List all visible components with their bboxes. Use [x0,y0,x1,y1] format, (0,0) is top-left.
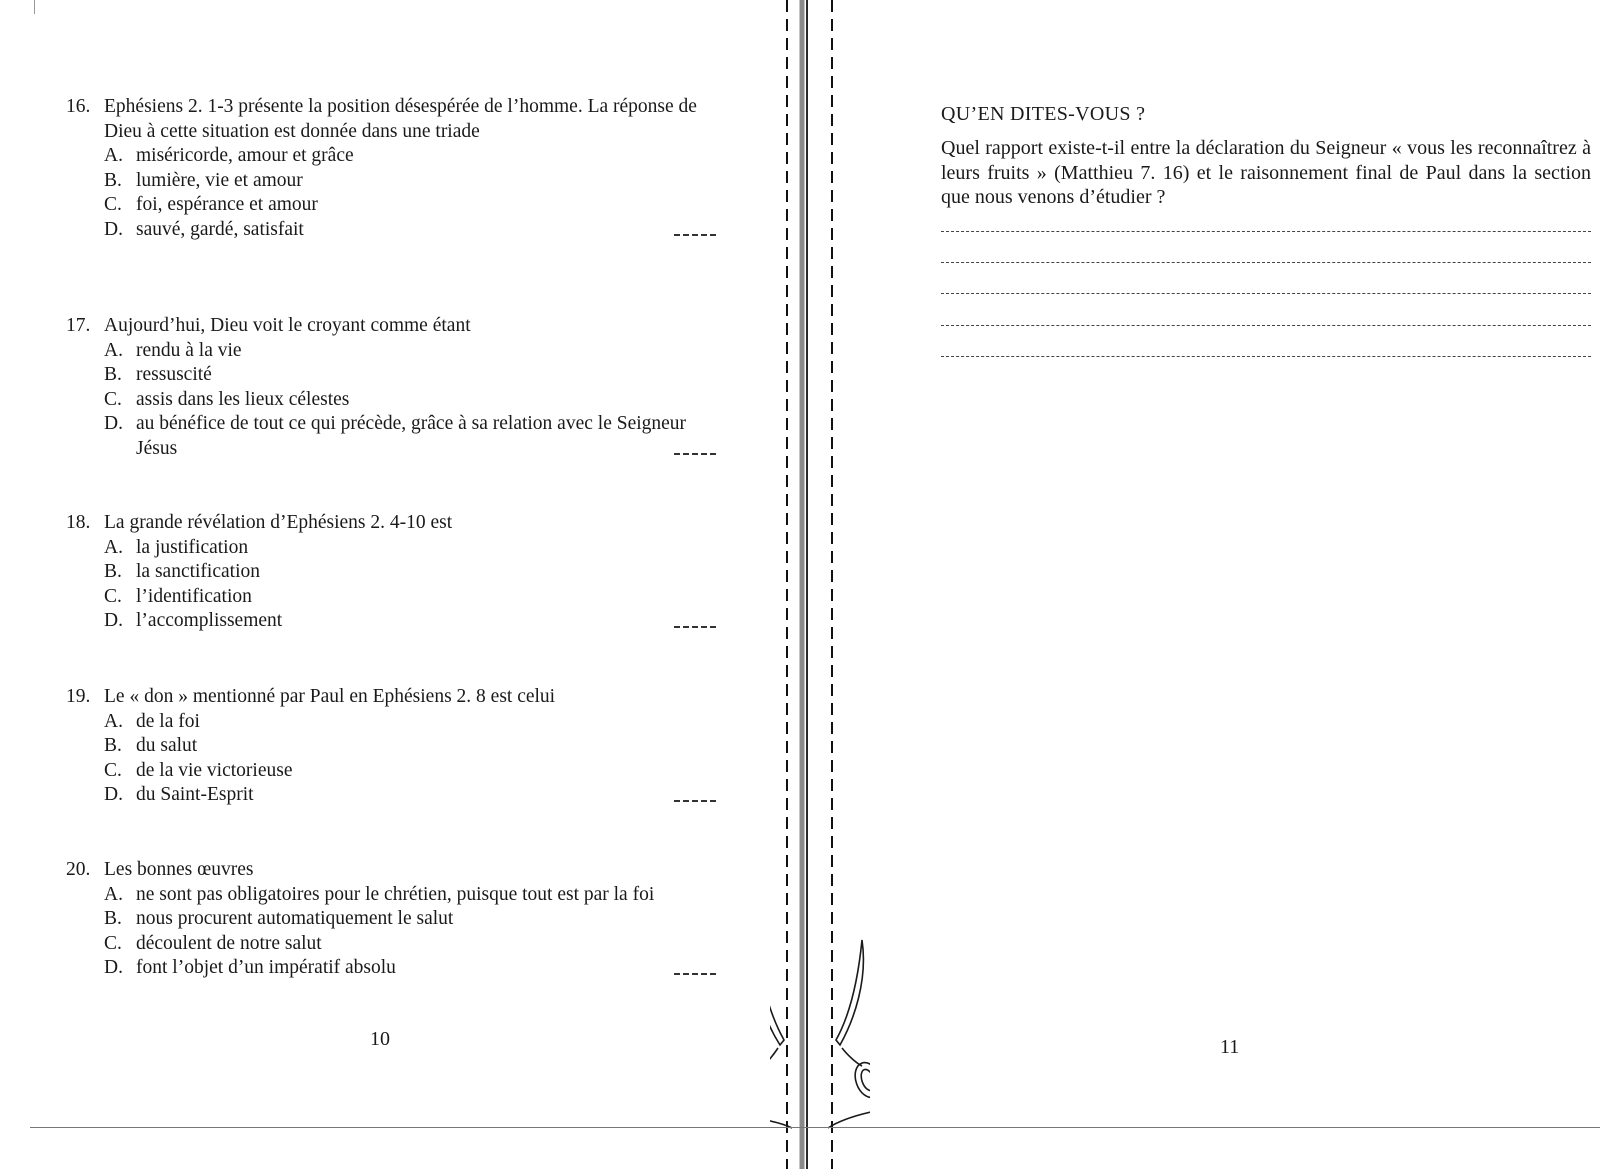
right-page [850,0,1600,1169]
answer-blank[interactable] [674,973,716,975]
answer-line-5[interactable] [941,356,1591,357]
option-c [104,193,716,218]
option-b [104,169,716,194]
option-letter: B. [104,169,122,191]
option-text: la justification [136,536,249,558]
option-text: assis dans les lieux célestes [136,388,350,410]
question-17 [66,314,716,461]
option-text: l’identification [136,585,252,607]
option-c [104,388,716,413]
answer-blank[interactable] [674,453,716,455]
option-letter: A. [104,339,123,361]
answer-line-1[interactable] [941,231,1591,232]
option-a [104,536,716,561]
option-text: du salut [136,735,198,756]
option-a [104,339,716,364]
left-page [0,0,790,1169]
option-text: l’accomplissement [136,610,283,631]
option-letter: D. [104,413,123,434]
option-d [104,218,716,243]
section-title: QU’EN DITES-VOUS ? [941,103,1146,125]
option-c [104,585,716,610]
option-b [104,363,716,388]
question-number: 19. [66,686,91,707]
option-b [104,560,716,585]
page-number-right: 11 [1220,1036,1240,1058]
option-d [104,783,716,808]
question-stem: Aujourd’hui, Dieu voit le croyant comme étant [104,315,471,336]
option-a [104,710,716,735]
answer-blank[interactable] [674,626,716,628]
option-letter: D. [104,784,123,805]
option-d [104,609,716,634]
option-letter: B. [104,364,122,385]
option-b [104,734,716,759]
option-c [104,759,716,784]
option-letter: B. [104,561,122,582]
question-number: 17. [66,315,91,336]
option-letter: C. [104,388,122,410]
answer-line-3[interactable] [941,293,1591,294]
option-text: ressuscité [136,364,212,385]
option-letter: B. [104,908,122,929]
option-letter: C. [104,585,122,607]
discussion-prompt: Quel rapport existe-t-il entre la déclaration du Seigneur « vous les reconnaîtrez à leurs fruits » (Matthieu 7. 16) et le raisonnement final de Paul dans la section que nous venons d’étudier ? [941,137,1591,208]
option-text: au bénéfice de tout ce qui précède, grâce à sa relation avec le Seigneur Jésus [136,413,687,459]
option-letter: C. [104,194,122,215]
question-19 [66,685,716,808]
question-20 [66,858,716,981]
option-letter: D. [104,957,123,978]
page-number-left: 10 [370,1028,390,1050]
option-text: de la vie victorieuse [136,759,293,781]
option-letter: A. [104,710,123,732]
question-stem: Les bonnes œuvres [104,859,254,880]
option-text: foi, espérance et amour [136,194,318,215]
option-c [104,932,716,957]
answer-line-2[interactable] [941,262,1591,263]
question-number: 16. [66,96,91,117]
option-text: la sanctification [136,561,260,582]
page-bottom-rule [30,1127,1600,1128]
question-16 [66,95,716,242]
option-letter: D. [104,610,123,631]
option-text: de la foi [136,710,200,732]
question-stem: Ephésiens 2. 1-3 présente la position désespérée de l’homme. La réponse de Dieu à cette situation est donnée dans une triade [104,96,697,142]
option-letter: A. [104,145,123,166]
option-text: font l’objet d’un impératif absolu [136,957,396,978]
option-b [104,907,716,932]
answer-blank[interactable] [674,234,716,236]
question-stem: La grande révélation d’Ephésiens 2. 4-10 est [104,512,453,533]
option-a [104,144,716,169]
answer-blank[interactable] [674,800,716,802]
option-letter: A. [104,883,123,905]
option-a [104,883,716,908]
option-text: lumière, vie et amour [136,169,303,191]
option-text: du Saint-Esprit [136,784,254,805]
option-text: rendu à la vie [136,339,242,361]
option-d [104,412,716,461]
question-number: 20. [66,859,91,880]
question-stem: Le « don » mentionné par Paul en Ephésiens 2. 8 est celui [104,686,556,707]
option-text: miséricorde, amour et grâce [136,145,354,166]
answer-line-4[interactable] [941,325,1591,326]
option-letter: D. [104,218,123,240]
option-letter: B. [104,735,122,756]
option-letter: C. [104,932,122,954]
question-number: 18. [66,512,91,533]
option-text: ne sont pas obligatoires pour le chrétien, puisque tout est par la foi [136,883,655,905]
option-text: découlent de notre salut [136,932,322,954]
option-d [104,956,716,981]
option-text: sauvé, gardé, satisfait [136,218,304,240]
option-text: nous procurent automatiquement le salut [136,908,454,929]
option-letter: A. [104,536,123,558]
option-letter: C. [104,759,122,781]
question-18 [66,511,716,634]
